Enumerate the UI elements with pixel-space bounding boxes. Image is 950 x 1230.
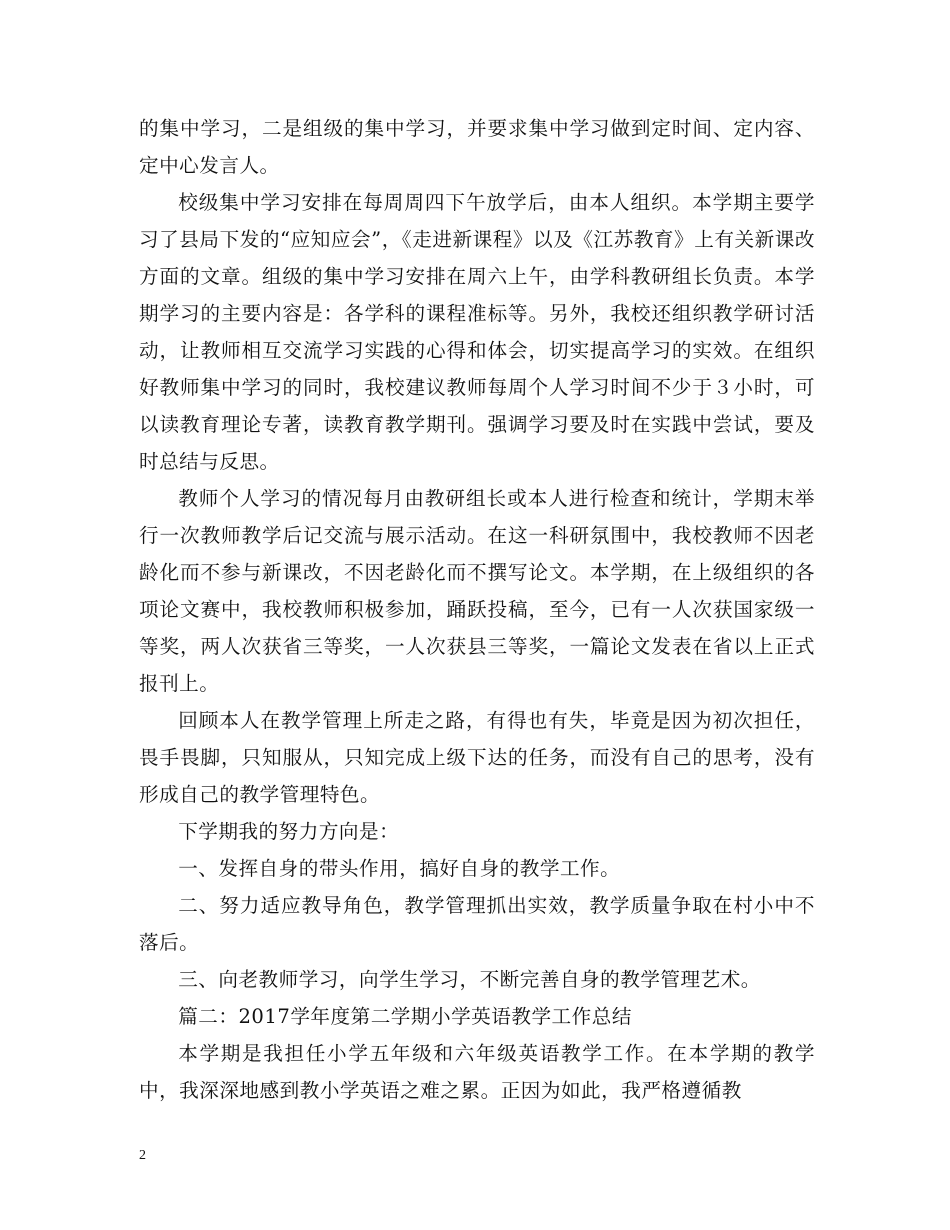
- paragraph-7: 二、努力适应教导角色，教学管理抓出实效，教学质量争取在村小中不落后。: [139, 894, 815, 954]
- section-heading: 篇二：2017学年度第二学期小学英语教学工作总结: [178, 1005, 632, 1028]
- paragraph-10: 本学期是我担任小学五年级和六年级英语教学工作。在本学期的教学中，我深深地感到教小学英语之难之累。正因为如此，我严格遵循教: [139, 1042, 815, 1102]
- paragraph-5: 下学期我的努力方向是：: [178, 820, 400, 843]
- paragraph-6: 一、发挥自身的带头作用，搞好自身的教学工作。: [178, 857, 621, 880]
- paragraph-1: 的集中学习，二是组级的集中学习，并要求集中学习做到定时间、定内容、定中心发言人。: [139, 117, 815, 177]
- paragraph-3: 教师个人学习的情况每月由教研组长或本人进行检查和统计，学期末举行一次教师教学后记交流与展示活动。在这一科研氛围中，我校教师不因老龄化而不参与新课改，不因老龄化而不撰写论文。本学期，在上级组织的各项论文赛中，我校教师积极参加，踊跃投稿，至今，已有一人次获国家级一等奖，两人次获省三等奖，一人次获县三等奖，一篇论文发表在省以上正式报刊上。: [139, 487, 815, 695]
- document-body: [139, 110, 815, 1109]
- paragraph-8: 三、向老教师学习，向学生学习，不断完善自身的教学管理艺术。: [178, 968, 761, 991]
- page-number: 2: [139, 1148, 146, 1163]
- paragraph-4: 回顾本人在教学管理上所走之路，有得也有失，毕竟是因为初次担任，畏手畏脚，只知服从，只知完成上级下达的任务，而没有自己的思考，没有形成自己的教学管理特色。: [139, 709, 815, 806]
- paragraph-2: 校级集中学习安排在每周周四下午放学后，由本人组织。本学期主要学习了县局下发的“应知应会”，《走进新课程》以及《江苏教育》上有关新课改方面的文章。组级的集中学习安排在周六上午，由学科教研组长负责。本学期学习的主要内容是：各学科的课程准标等。另外，我校还组织教学研讨活动，让教师相互交流学习实践的心得和体会，切实提高学习的实效。在组织好教师集中学习的同时，我校建议教师每周个人学习时间不少于３小时，可以读教育理论专著，读教育教学期刊。强调学习要及时在实践中尝试，要及时总结与反思。: [139, 191, 815, 473]
